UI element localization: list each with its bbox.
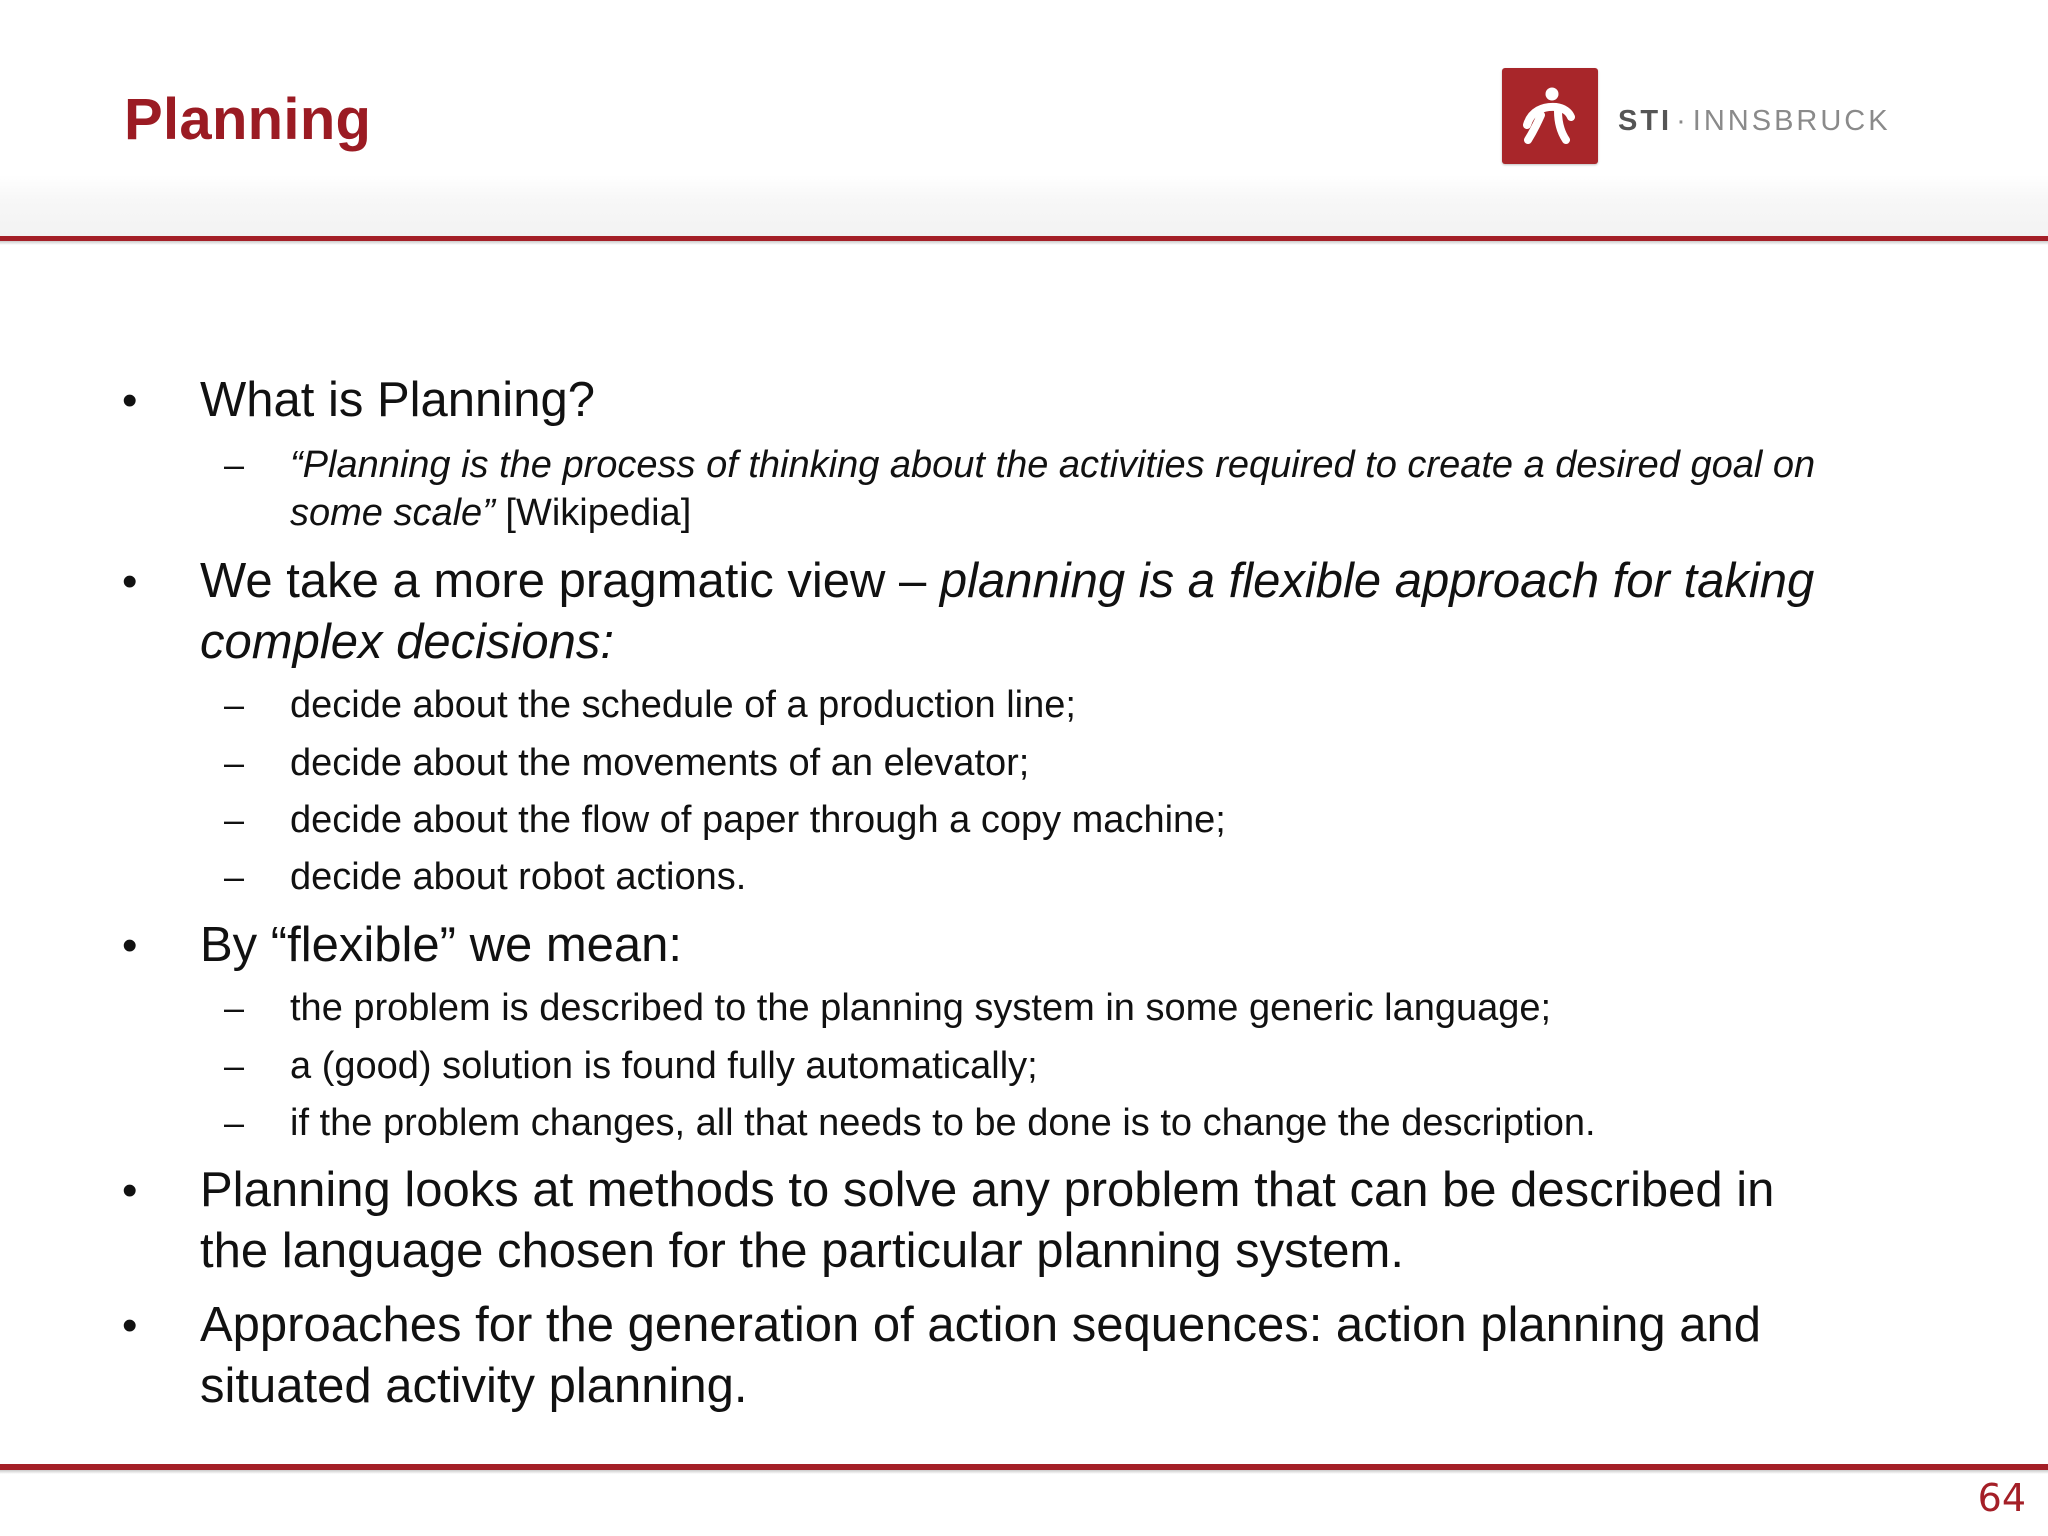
bullet-lead: We take a more pragmatic view – (200, 554, 940, 608)
bullet-marker: • (122, 1301, 138, 1350)
quote-line-2: some scale” (290, 492, 495, 534)
dash-marker: – (224, 1045, 245, 1086)
bullet-line-1: Planning looks at methods to solve any problem that can be described in (200, 1163, 1775, 1217)
sub-item-text: the problem is described to the planning system in some generic language; (290, 987, 1552, 1029)
bullet-text (200, 1160, 1900, 1282)
sti-innsbruck-logo (1502, 68, 1891, 164)
page-number: 64 (1977, 1476, 2026, 1520)
bullet-marker: • (122, 921, 138, 970)
sub-item-text: a (good) solution is found fully automatically; (290, 1045, 1038, 1087)
dash-marker: – (224, 856, 245, 897)
sub-item-text (290, 441, 1930, 537)
quote-line-1: “Planning is the process of thinking about the activities required to create a desired goal on (290, 444, 1816, 486)
bullet-italic-line-2: complex decisions: (200, 615, 614, 669)
bullet-marker: • (122, 557, 138, 606)
header-divider-shadow (0, 241, 2048, 245)
dash-marker: – (224, 742, 245, 783)
sub-item-text: decide about the schedule of a production line; (290, 684, 1076, 726)
sub-item-text: decide about robot actions. (290, 856, 747, 898)
sub-item-text: decide about the flow of paper through a copy machine; (290, 799, 1226, 841)
bullet-text: By “flexible” we mean: (200, 918, 683, 972)
bullet-line-1: Approaches for the generation of action sequences: action planning and (200, 1298, 1761, 1352)
dash-marker: – (224, 1102, 245, 1143)
bullet-marker: • (122, 376, 138, 425)
dash-marker: – (224, 799, 245, 840)
sti-figure-icon (1502, 68, 1598, 164)
dash-marker: – (224, 987, 245, 1028)
bullet-text (200, 551, 1900, 673)
logo-separator: · (1676, 104, 1689, 137)
slide-title: Planning (124, 87, 372, 152)
sub-item-text: if the problem changes, all that needs to be done is to change the description. (290, 1102, 1596, 1144)
dash-marker: – (224, 684, 245, 725)
logo-city: INNSBRUCK (1692, 104, 1891, 137)
logo-brand: STI (1618, 104, 1673, 137)
footer-divider-shadow (0, 1470, 2048, 1474)
bullet-text (200, 1295, 1900, 1417)
bullet-marker: • (122, 1166, 138, 1215)
sub-item-text: decide about the movements of an elevator; (290, 742, 1030, 784)
logo-wordmark (1618, 105, 1891, 138)
bullet-italic-line-1: planning is a flexible approach for taking (939, 554, 1815, 608)
bullet-line-2: the language chosen for the particular planning system. (200, 1224, 1404, 1278)
bullet-line-2: situated activity planning. (200, 1359, 748, 1413)
dash-marker: – (224, 444, 245, 485)
quote-source: [Wikipedia] (494, 492, 692, 534)
bullet-text: What is Planning? (200, 373, 595, 427)
